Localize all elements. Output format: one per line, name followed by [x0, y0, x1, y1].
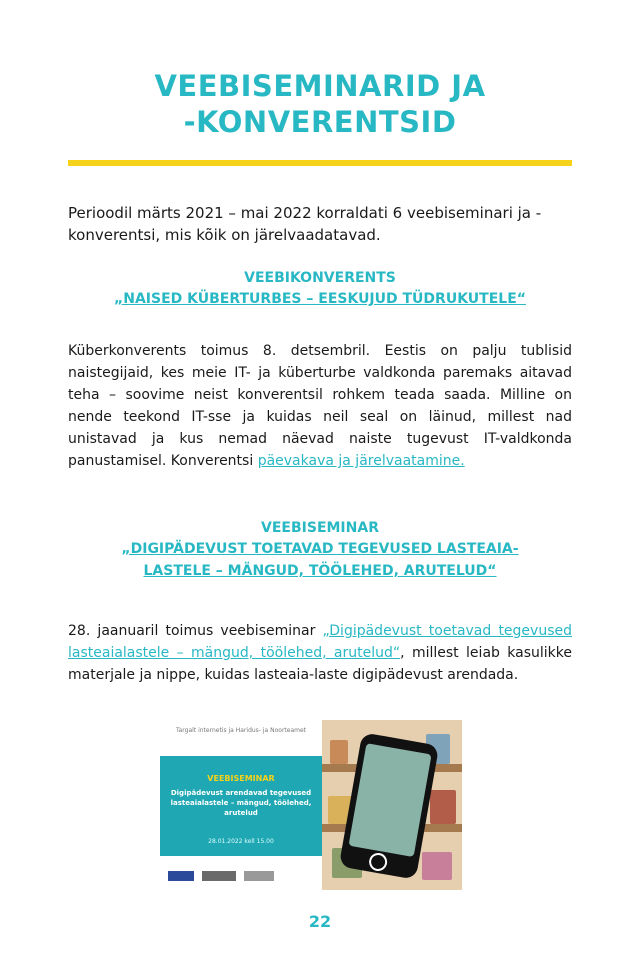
- banner-logos: [168, 866, 318, 880]
- section-1-agenda-link[interactable]: päevakava ja järelvaatamine.: [257, 453, 465, 469]
- ministry-logo-icon: [244, 871, 274, 881]
- banner-kind: VEEBISEMINAR: [207, 774, 275, 783]
- page-title-line-2: -KONVERENTSID: [183, 105, 457, 139]
- page-title-line-1: VEEBISEMINARID JA: [154, 69, 486, 103]
- phone-shutter-icon: [368, 852, 389, 873]
- toy-box: [430, 790, 456, 824]
- section-1-body-text: Küberkonverents toimus 8. detsembril. Eestis on palju tublisid naistegijaid, kes meie IT- ja küberturbe valdkonda paremaks aitavad teha – soovime neist konverentsil rohkem teada saada. Milline on nende teekond IT-sse ja kuidas neil seal on läinud, millest nad unistavad ja kus nemad näevad naiste tugevust IT-valdkonda panustamisel. Konverentsi: [68, 343, 572, 469]
- section-2-body-before: 28. jaanuaril toimus veebiseminar: [68, 623, 316, 639]
- toy-box: [422, 852, 452, 880]
- webinar-banner-image: [160, 720, 462, 890]
- section-2-name-line-2: LASTELE – MÄNGUD, TÖÖLEHED, ARUTELUD“: [143, 563, 497, 579]
- toy-box: [330, 740, 348, 764]
- section-2-webinar-link[interactable]: „Digipädevust toetavad tegevused lasteaialastele – mängud, töölehed, arutelud“: [68, 623, 572, 661]
- banner-title: Digipädevust arendavad tegevused lasteaialastele – mängud, töölehed, arutelud: [170, 789, 312, 817]
- banner-left-panel: [160, 720, 322, 890]
- page-title: [0, 68, 640, 140]
- partner-logo-icon: [202, 871, 236, 881]
- section-1-name: „NAISED KÜBERTURBES – EESKUJUD TÜDRUKUTELE“: [114, 291, 526, 307]
- section-1-body: [68, 340, 572, 472]
- title-underline: [68, 160, 572, 166]
- phone-screen: [349, 743, 432, 857]
- section-1-heading: [60, 268, 580, 310]
- section-2-body-after: , millest leiab kasulikke materjale ja nippe, kuidas lasteaia-laste digipädevust arendada.: [68, 645, 572, 683]
- intro-paragraph: Perioodil märts 2021 – mai 2022 korraldati 6 veebiseminari ja -konverentsi, mis kõik on järelvaadatavad.: [68, 204, 542, 244]
- section-2-kind: VEEBISEMINAR: [261, 520, 379, 536]
- eu-logo-icon: [168, 871, 194, 881]
- section-2-body: [68, 620, 572, 686]
- banner-date: 28.01.2022 kell 15.00: [208, 838, 274, 845]
- section-1-kind: VEEBIKONVERENTS: [244, 270, 396, 286]
- section-2-heading: [60, 518, 580, 582]
- section-2-name-line-1: „DIGIPÄDEVUST TOETAVAD TEGEVUSED LASTEAIA-: [121, 541, 519, 557]
- page-number: 22: [308, 912, 332, 931]
- banner-teal-block: [160, 756, 322, 856]
- banner-header: Targalt internetis ja Haridus- ja Noorteamet: [160, 720, 322, 762]
